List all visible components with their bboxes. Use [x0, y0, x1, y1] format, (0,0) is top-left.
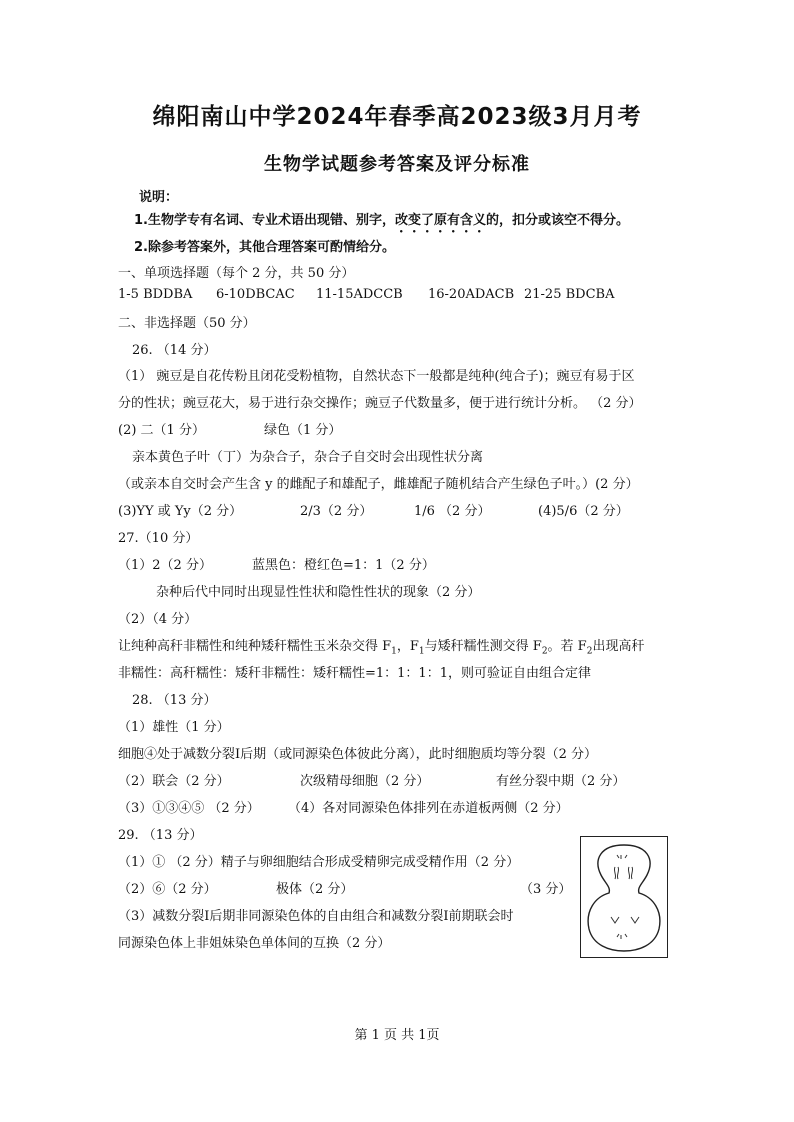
q27-heading: 27.（10 分）: [118, 531, 199, 546]
q29-line-1: （1）① （2 分）精子与卵细胞结合形成受精卵完成受精作用（2 分）: [118, 855, 520, 870]
page-footer: 第 1 页 共 1页: [354, 1028, 440, 1043]
q29-line-2a: （2）⑥（2 分）: [118, 882, 217, 897]
page-title: 绵阳南山中学2024年春季高2023级3月月考: [152, 104, 642, 130]
q28-line-3b: 次级精母细胞（2 分）: [300, 774, 430, 789]
q28-line-3a: （2）联会（2 分）: [118, 774, 230, 789]
note-item-1-pre: 1.生物学专有名词、专业术语出现错、别字，: [134, 213, 395, 228]
q26-line-4: 亲本黄色子叶（丁）为杂合子，杂合子自交时会出现性状分离: [132, 450, 484, 465]
q27-line-2: 杂种后代中同时出现显性性状和隐性性状的现象（2 分）: [156, 585, 481, 600]
section1-heading: 一、单项选择题（每个 2 分，共 50 分）: [118, 266, 355, 281]
q26-line-6c: 1/6 （2 分）: [414, 504, 491, 519]
q27-line-5: 非糯性：高秆糯性：矮秆非糯性：矮秆糯性=1：1：1：1，则可验证自由组合定律: [118, 666, 591, 681]
q29-heading: 29. （13 分）: [118, 828, 203, 843]
q28-line-3c: 有丝分裂中期（2 分）: [496, 774, 626, 789]
mc-answers-1-5: 1-5 BDDBA: [118, 287, 193, 302]
mc-answers-11-15: 11-15ADCCB: [316, 287, 403, 302]
q29-line-3: （3）减数分裂Ⅰ后期非同源染色体的自由组合和减数分裂Ⅰ前期联会时: [118, 909, 514, 924]
page-subtitle: 生物学试题参考答案及评分标准: [264, 154, 530, 175]
q26-line-2: 分的性状；豌豆花大，易于进行杂交操作；豌豆子代数量多，便于进行统计分析。 （2 分）: [118, 396, 642, 411]
note-item-1: [134, 209, 629, 236]
q28-heading: 28. （13 分）: [132, 693, 217, 708]
q26-line-3b: 绿色（1 分）: [264, 423, 342, 438]
q27-line-4-sub-2: 1: [418, 646, 425, 657]
mc-answers-16-20: 16-20ADACB: [428, 287, 515, 302]
q26-line-1: （1） 豌豆是自花传粉且闭花受粉植物，自然状态下一般都是纯种(纯合子)；豌豆有易于区: [118, 369, 635, 384]
q28-line-1: （1）雄性（1 分）: [118, 720, 230, 735]
q27-line-1b: 蓝黑色：橙红色=1：1（2 分）: [252, 558, 435, 573]
mc-answers-21-25: 21-25 BDCBA: [524, 287, 615, 302]
q26-line-6b: 2/3（2 分）: [300, 504, 373, 519]
q26-line-6d: (4)5/6（2 分）: [538, 504, 629, 519]
dividing-cell-icon: [581, 837, 667, 957]
q27-line-4: [118, 635, 644, 657]
q28-line-4b: （4）各对同源染色体排列在赤道板两侧（2 分）: [288, 801, 569, 816]
q27-line-4-sub-3: 2: [541, 646, 548, 657]
q27-line-1a: （1）2（2 分）: [118, 558, 212, 573]
q27-line-3: （2）（4 分）: [118, 612, 198, 627]
notes-heading: 说明：: [139, 190, 179, 205]
note-item-2: 2.除参考答案外，其他合理答案可酌情给分。: [134, 240, 395, 255]
q26-line-6a: (3)YY 或 Yy（2 分）: [118, 504, 243, 519]
note-item-1-emphasis: 改变了原有含义: [394, 213, 486, 228]
q26-line-3a: (2) 二（1 分）: [118, 423, 205, 438]
q29-line-2c: （3 分）: [520, 882, 572, 897]
mc-answers-6-10: 6-10DBCAC: [216, 287, 295, 302]
q26-line-5: （或亲本自交时会产生含 y 的雌配子和雄配子，雌雄配子随机结合产生绿色子叶。）(2 分）: [118, 477, 639, 492]
q28-line-2: 细胞④处于减数分裂Ⅰ后期（或同源染色体彼此分离），此时细胞质均等分裂（2 分）: [118, 747, 598, 762]
q26-heading: 26. （14 分）: [132, 343, 217, 358]
q27-line-4-sub-4: 2: [586, 646, 593, 657]
q27-line-4-part-3: 与矮秆糯性测交得 F: [424, 639, 542, 654]
q28-line-4a: （3）①③④⑤ （2 分）: [118, 801, 260, 816]
q27-line-4-part-2: ，F: [396, 639, 419, 654]
q27-line-4-part-5: 出现高秆: [592, 639, 645, 654]
cell-division-drawing: [580, 836, 668, 958]
q27-line-4-part-1: 让纯种高秆非糯性和纯种矮秆糯性玉米杂交得 F: [118, 639, 392, 654]
note-item-1-post: 的，扣分或该空不得分。: [486, 213, 630, 228]
q27-line-4-part-4: 。若 F: [547, 639, 587, 654]
section2-heading: 二、非选择题（50 分）: [118, 316, 256, 331]
q29-line-4: 同源染色体上非姐妹染色单体间的互换（2 分）: [118, 936, 391, 951]
q29-line-2b: 极体（2 分）: [276, 882, 354, 897]
q27-line-4-sub-1: 1: [391, 646, 397, 657]
